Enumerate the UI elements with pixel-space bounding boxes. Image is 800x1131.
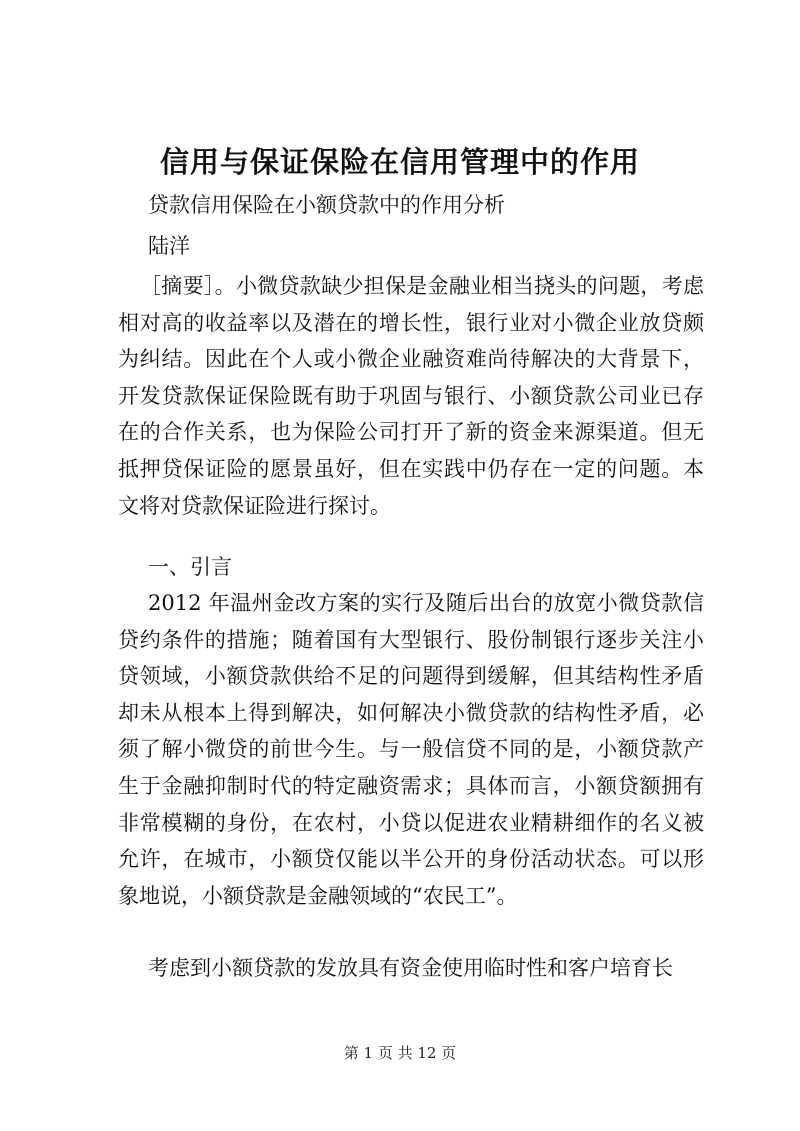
- body-paragraph: 2012 年温州金改方案的实行及随后出台的放宽小微贷款信贷约条件的措施；随着国有大型银行、股份制银行逐步关注小贷领域，小额贷款供给不足的问题得到缓解，但其结构性矛盾却未从根本上得到解决，如何解决小微贷款的结构性矛盾，必须了解小微贷的前世今生。与一般信贷不同的是，小额贷款产生于金融抑制时代的特定融资需求；具体而言，小额贷额拥有非常模糊的身份，在农村，小贷以促进农业精耕细作的名义被允许，在城市，小额贷仅能以半公开的身份活动状态。可以形象地说，小额贷款是金融领域的“农民工”。: [118, 591, 704, 908]
- page-footer: 第 1 页 共 12 页: [343, 1044, 457, 1062]
- section-heading-introduction: 一、引言: [148, 555, 232, 579]
- abstract-paragraph: ［摘要］。小微贷款缺少担保是金融业相当挠头的问题，考虑相对高的收益率以及潜在的增长性，银行业对小微企业放贷颇为纠结。因此在个人或小微企业融资难尚待解决的大背景下，开发贷款保证保险既有助于巩固与银行、小额贷款公司业已存在的合作关系，也为保险公司打开了新的资金来源渠道。但无抵押贷保证险的愿景虽好，但在实践中仍存在一定的问题。本文将对贷款保证险进行探讨。: [118, 274, 704, 518]
- article-subtitle: 贷款信用保险在小额贷款中的作用分析: [148, 193, 505, 217]
- author-name: 陆洋: [148, 234, 190, 258]
- body-paragraph-continued: 考虑到小额贷款的发放具有资金使用临时性和客户培育长: [148, 956, 673, 980]
- document-title: 信用与保证保险在信用管理中的作用: [159, 145, 640, 179]
